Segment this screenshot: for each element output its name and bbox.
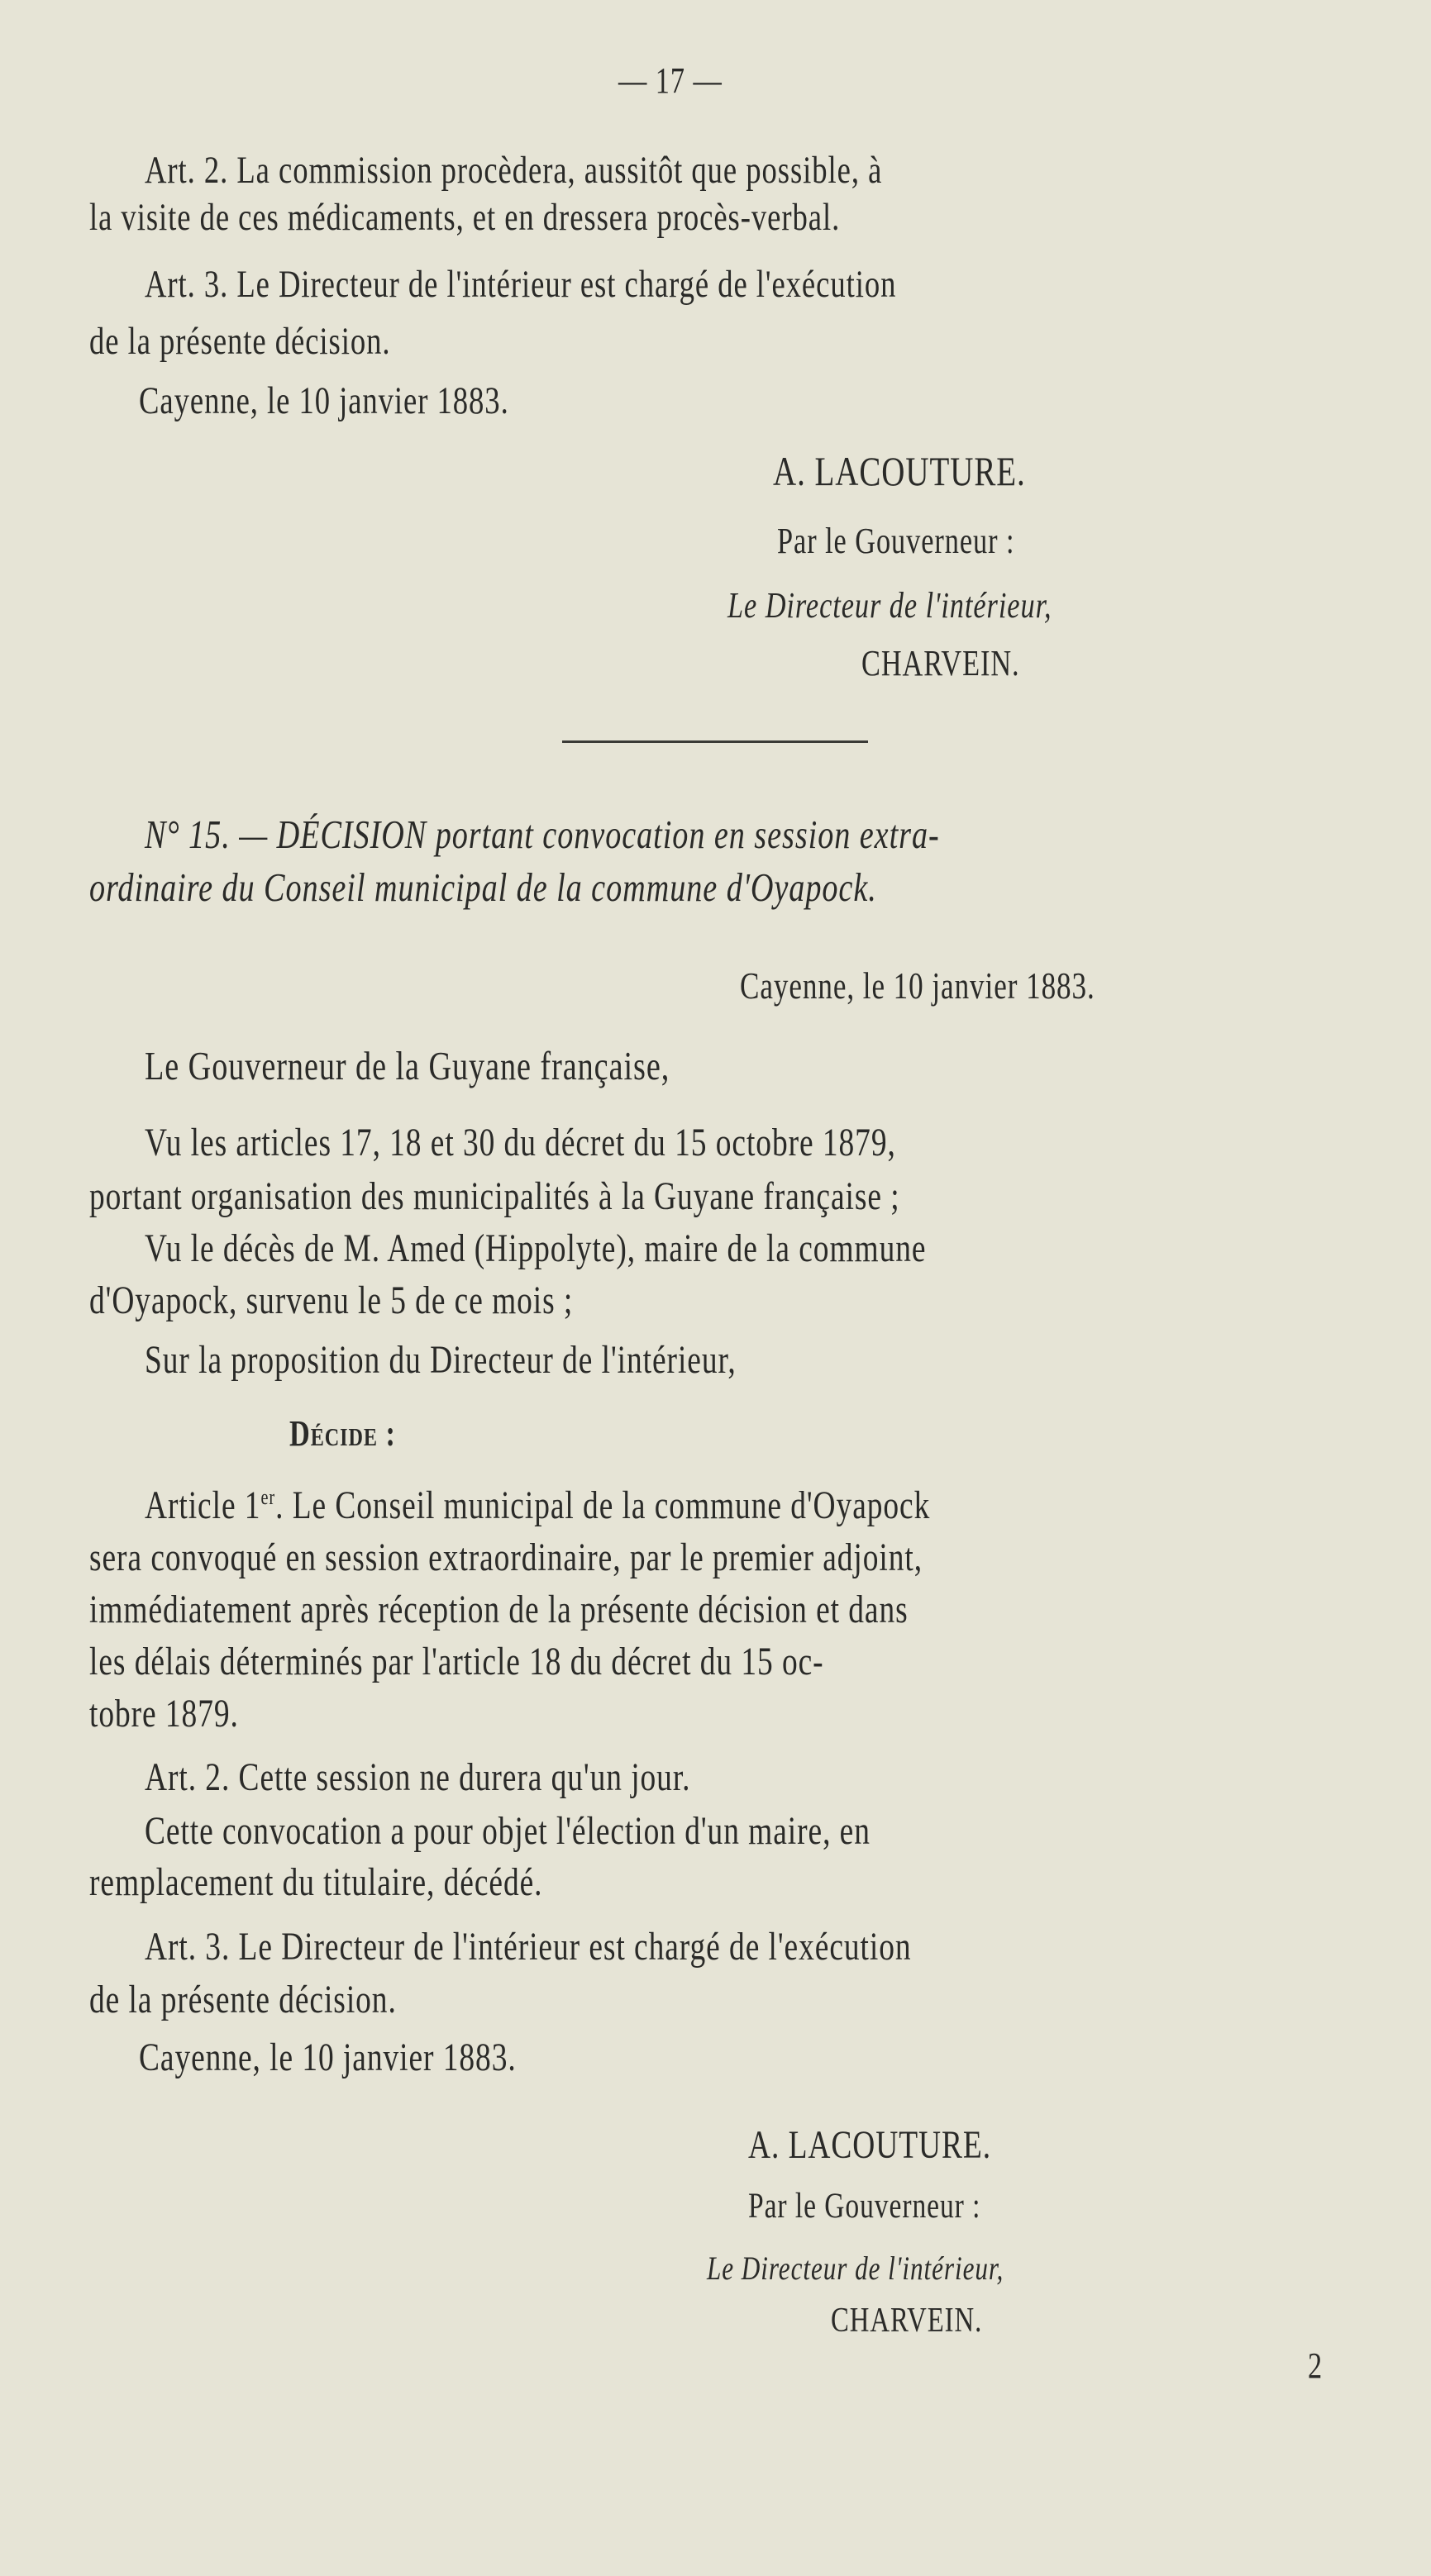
art1-line2: sera convoqué en session extraordinaire, par le premier adjoint, — [89, 1536, 923, 1579]
art2-line1: Art. 2. La commission procèdera, aussitôt que possible, à — [145, 149, 883, 192]
signer: A. LACOUTURE. — [773, 448, 1026, 494]
art1-line5: tobre 1879. — [89, 1692, 239, 1736]
art1-sup: er — [260, 1485, 276, 1509]
director-name-bottom: CHARVEIN. — [831, 2302, 983, 2340]
art2-line: Art. 2. Cette session ne durera qu'un jour. — [145, 1755, 691, 1799]
vu1-line2: portant organisation des municipalités à la Guyane française ; — [89, 1174, 900, 1218]
place-date-top: Cayenne, le 10 janvier 1883. — [740, 965, 1095, 1007]
decision-heading-line2: ordinaire du Conseil municipal de la commune d'Oyapock. — [89, 864, 877, 910]
by-governor: Par le Gouverneur : — [777, 521, 1015, 561]
art1-line4: les délais déterminés par l'article 18 du décret du 15 oc- — [89, 1640, 824, 1683]
vu1-line1: Vu les articles 17, 18 et 30 du décret du 15 octobre 1879, — [145, 1121, 896, 1164]
by-governor-bottom: Par le Gouverneur : — [748, 2187, 981, 2226]
page-number: — 17 — — [618, 60, 723, 101]
proposal-line: Sur la proposition du Directeur de l'intérieur, — [145, 1338, 737, 1382]
art2-b-line1: Cette convocation a pour objet l'élection d'un maire, en — [145, 1809, 871, 1853]
art3-line2: de la présente décision. — [89, 320, 391, 363]
art1-text: . Le Conseil municipal de la commune d'Oyapock — [275, 1483, 931, 1527]
art1-line3: immédiatement après réception de la présente décision et dans — [89, 1588, 909, 1631]
footer-mark: 2 — [1308, 2345, 1324, 2386]
director-title-bottom: Le Directeur de l'intérieur, — [707, 2250, 1004, 2287]
decision-heading-line1: N° 15. — DÉCISION portant convocation en session extra- — [145, 812, 940, 857]
art3b-line1: Art. 3. Le Directeur de l'intérieur est chargé de l'exécution — [145, 1925, 912, 1969]
art1-line1 — [145, 1483, 930, 1529]
art1-label: Article 1 — [145, 1483, 261, 1527]
governor-line: Le Gouverneur de la Guyane française, — [145, 1043, 670, 1088]
place-date-bottom: Cayenne, le 10 janvier 1883. — [139, 2036, 517, 2079]
art2-b-line2: remplacement du titulaire, décédé. — [89, 1860, 543, 1904]
vu2-line2: d'Oyapock, survenu le 5 de ce mois ; — [89, 1278, 574, 1322]
art2-line2: la visite de ces médicaments, et en dressera procès-verbal. — [89, 196, 841, 239]
separator-rule — [562, 740, 868, 743]
place-date: Cayenne, le 10 janvier 1883. — [139, 379, 509, 422]
signer-bottom: A. LACOUTURE. — [748, 2123, 991, 2167]
director-title: Le Directeur de l'intérieur, — [727, 585, 1052, 626]
art3-line1: Art. 3. Le Directeur de l'intérieur est chargé de l'exécution — [145, 263, 897, 306]
decide-heading: Décide : — [289, 1413, 396, 1454]
director-name: CHARVEIN. — [861, 643, 1020, 683]
vu2-line1: Vu le décès de M. Amed (Hippolyte), maire de la commune — [145, 1226, 927, 1270]
art3b-line2: de la présente décision. — [89, 1978, 397, 2021]
